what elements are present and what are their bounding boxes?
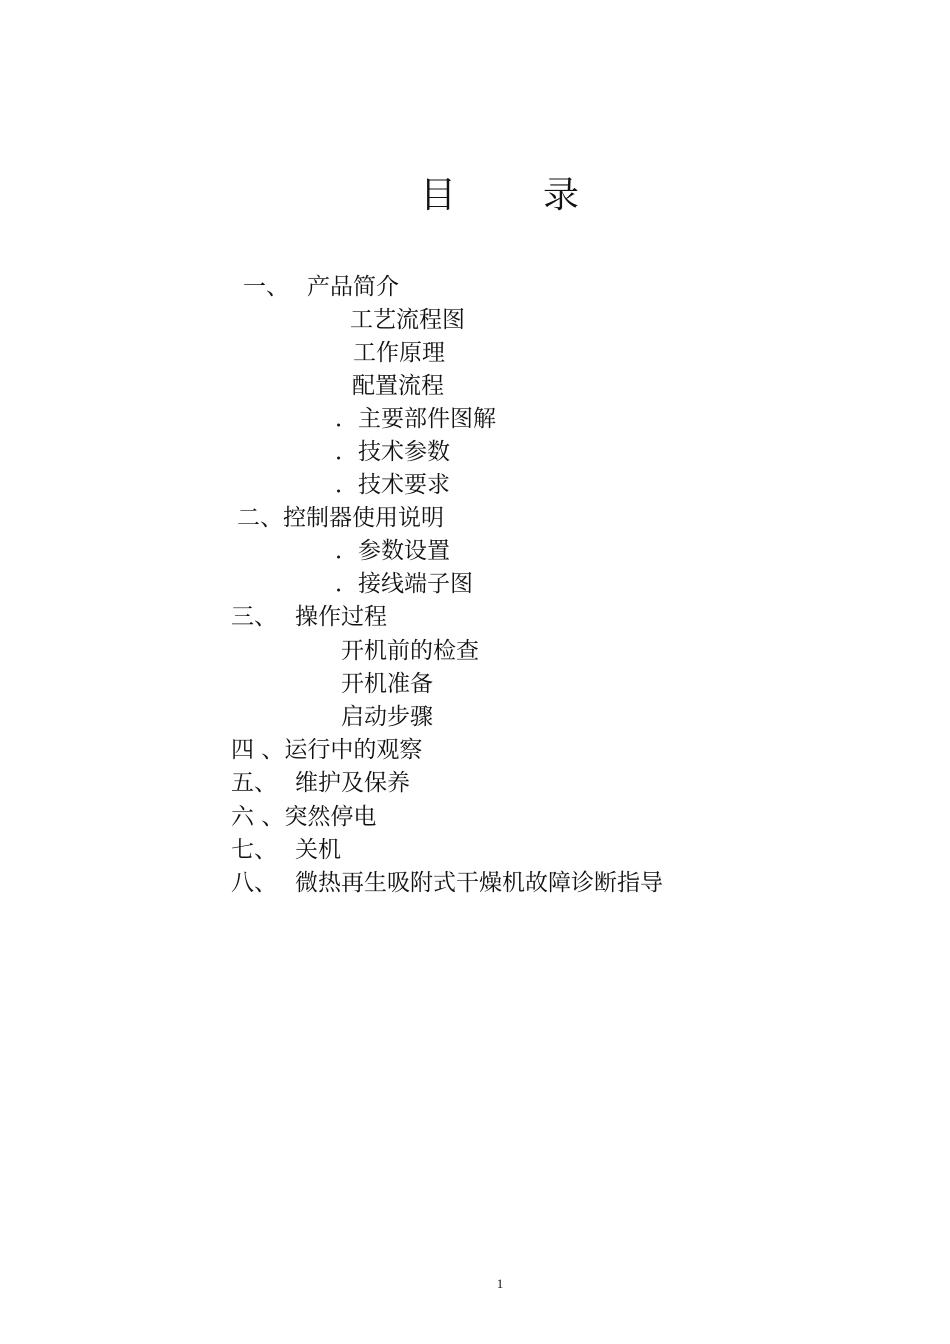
toc-item-label: 参数设置: [358, 538, 450, 564]
toc-subitem: [352, 371, 444, 401]
toc-item-number: 八、: [231, 870, 277, 896]
toc-item-4: [231, 735, 422, 765]
toc-item-label: 开机前的检查: [341, 638, 479, 664]
toc-item-label: 产品简介: [307, 274, 399, 300]
toc-subitem: [341, 669, 433, 699]
toc-item-label: 接线端子图: [358, 571, 473, 597]
toc-item-6: [231, 802, 376, 832]
toc-subitem: [335, 437, 450, 467]
toc-item-3: [231, 602, 387, 632]
toc-subitem: [341, 702, 433, 732]
toc-item-number: 三、: [231, 604, 277, 630]
toc-item-label: 控制器使用说明: [283, 505, 444, 531]
toc-item-1: [243, 272, 399, 302]
page-number: 1: [496, 1276, 504, 1291]
toc-item-number: 二、: [237, 505, 283, 531]
toc-item-number: 一、: [243, 274, 289, 300]
toc-item-number: 六 、: [231, 804, 285, 830]
toc-subitem: [335, 470, 450, 500]
toc-item-number: ．: [335, 439, 358, 465]
toc-subitem: [335, 404, 496, 434]
toc-item-number: 五、: [231, 770, 277, 796]
toc-item-8: [231, 868, 663, 898]
toc-item-label: 运行中的观察: [284, 737, 423, 763]
toc-subitem: [335, 536, 450, 566]
toc-subitem: [341, 636, 479, 666]
title-char-1: 目: [420, 175, 457, 216]
title-char-2: 录: [543, 175, 580, 216]
toc-item-number: ．: [335, 472, 358, 498]
toc-item-label: 配置流程: [352, 373, 444, 399]
toc-item-number: ．: [335, 406, 358, 432]
toc-item-2: [237, 503, 444, 533]
toc-item-label: 微热再生吸附式干燥机故障诊断指导: [295, 870, 663, 896]
toc-item-number: ．: [335, 538, 358, 564]
toc-item-label: 启动步骤: [341, 704, 433, 730]
toc-subitem: [335, 569, 473, 599]
toc-item-label: 突然停电: [284, 804, 377, 830]
toc-item-label: 主要部件图解: [358, 406, 496, 432]
toc-item-7: [231, 835, 341, 865]
toc-item-label: 操作过程: [295, 604, 387, 630]
toc-subitem: [350, 305, 465, 335]
toc-item-label: 技术参数: [358, 439, 450, 465]
toc-subitem: [353, 338, 445, 368]
toc-item-number: 七、: [231, 837, 277, 863]
toc-item-label: 维护及保养: [295, 770, 410, 796]
toc-item-label: 开机准备: [341, 671, 433, 697]
toc-item-label: 工艺流程图: [350, 307, 465, 333]
toc-item-number: 四 、: [231, 737, 285, 763]
toc-item-label: 工作原理: [353, 340, 445, 366]
toc-item-number: ．: [335, 571, 358, 597]
toc-item-label: 技术要求: [358, 472, 450, 498]
toc-item-label: 关机: [295, 837, 341, 863]
toc-item-5: [231, 768, 410, 798]
